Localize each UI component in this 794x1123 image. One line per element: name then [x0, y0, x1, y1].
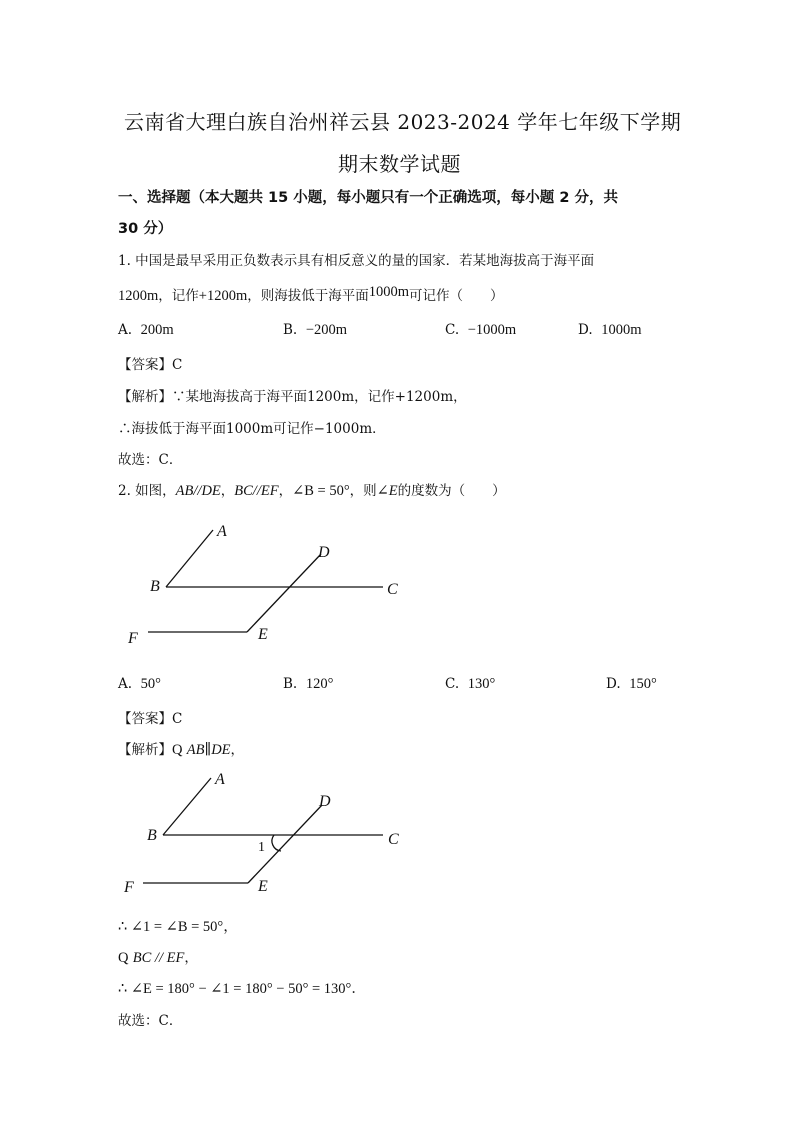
segment-ba [166, 530, 213, 587]
q1-answer-tag: 【答案】 [118, 357, 172, 373]
q2-answer-value: C [172, 711, 183, 727]
q1-option-d-label: D. [578, 322, 593, 338]
q1-option-a-label: A. [118, 322, 133, 338]
q1-option-b [283, 322, 347, 339]
q2-option-a [118, 676, 161, 693]
label-b: B [150, 578, 160, 595]
q1-conclusion: 故选：C． [118, 452, 183, 468]
q2-answer [118, 707, 182, 727]
label-b-2: B [147, 827, 157, 844]
section-heading-line2: 30 分） [118, 221, 173, 237]
q2-analysis-tag: 【解析】 [118, 742, 172, 758]
q1-option-c-label: C. [445, 322, 460, 338]
section-heading-line1: 一、选择题（本大题共 15 小题，每小题只有一个正确选项，每小题 2 分，共 [118, 190, 618, 206]
q2-step2-comma: ， [184, 950, 198, 966]
q1-analysis-tag: 【解析】 [118, 389, 172, 405]
label-angle-1: 1 [258, 840, 265, 855]
q2-option-b [283, 676, 333, 693]
q2-separator-1: ， [220, 483, 235, 499]
q2-step2-bc-ef: BC // EF [132, 950, 185, 966]
q2-stem-suffix: 的度数为（ ） [397, 483, 506, 499]
page-title-line2: 期末数学试题 [338, 152, 461, 176]
label-c: C [387, 581, 398, 598]
q1-option-c-value: −1000m [467, 322, 517, 338]
q2-option-c-label: C. [445, 676, 460, 692]
segment-ed [247, 554, 321, 632]
q1-option-d [578, 322, 642, 339]
label-a-2: A [215, 771, 225, 788]
q2-step1: ∴ ∠1 = ∠B = 50°， [118, 919, 238, 935]
q2-answer-tag: 【答案】 [118, 711, 172, 727]
q1-option-c [445, 322, 516, 339]
q1-stem-line2 [118, 284, 504, 305]
label-f: F [128, 630, 138, 647]
label-e-2: E [258, 878, 268, 895]
q2-step2 [118, 946, 198, 967]
q2-step2-because-symbol: Q [118, 950, 129, 966]
q1-option-b-value: −200m [305, 322, 348, 338]
label-c-2: C [388, 831, 399, 848]
q1-analysis-text1: ∵某地海拔高于海平面1200m，记作+1200m， [172, 389, 467, 405]
q1-option-a [118, 322, 174, 339]
label-d: D [318, 544, 330, 561]
q1-answer [118, 353, 182, 373]
q2-analysis-figure [118, 765, 418, 895]
q1-stem-line1: 1. 中国是最早采用正负数表示具有相反意义的量的国家．若某地海拔高于海平面 [118, 253, 595, 269]
q1-stem-text-f: 可记作（ ） [409, 288, 504, 304]
q2-option-a-value: 50° [140, 676, 161, 692]
q2-option-b-label: B. [283, 676, 298, 692]
label-a: A [217, 523, 227, 540]
segment-ba-2 [163, 778, 211, 835]
q2-target-angle: ∠E [376, 483, 398, 499]
q1-option-b-label: B. [283, 322, 298, 338]
q2-analysis-because-symbol: Q [172, 742, 183, 758]
q2-option-c-value: 130° [467, 676, 496, 692]
q1-value-1000: 1000m [368, 284, 410, 300]
q1-option-d-value: 1000m [601, 322, 642, 338]
q2-figure [118, 512, 418, 662]
q1-analysis-line2: ∴海拔低于海平面1000m可记作−1000m． [118, 421, 386, 437]
q2-stem-prefix: 2. 如图， [118, 483, 176, 499]
page-title-line1: 云南省大理白族自治州祥云县 2023-2024 学年七年级下学期 [124, 110, 682, 134]
q1-stem-text-b: ，记作 [158, 288, 199, 304]
q2-option-a-label: A. [118, 676, 133, 692]
q2-condition-bc-ef: BC//EF [234, 483, 279, 499]
q1-option-a-value: 200m [140, 322, 174, 338]
q2-analysis-line1 [118, 738, 244, 759]
angle-1-arc [272, 835, 281, 851]
q1-answer-value: C [172, 357, 183, 373]
q2-stem-mid: ，则 [349, 483, 377, 499]
q1-value-plus1200: +1200m [198, 288, 248, 304]
q2-separator-2: ， [278, 483, 293, 499]
q1-analysis-line1 [118, 385, 467, 405]
label-e: E [258, 626, 268, 643]
q2-analysis-comma: ， [230, 742, 245, 758]
q2-step3: ∴ ∠E = 180° − ∠1 = 180° − 50° = 130°． [118, 981, 366, 997]
q2-conclusion: 故选：C． [118, 1013, 183, 1029]
q2-condition-angle-b: ∠B = 50° [292, 483, 350, 499]
q2-option-d [606, 676, 657, 693]
q2-option-b-value: 120° [305, 676, 334, 692]
label-d-2: D [319, 793, 331, 810]
q2-option-d-value: 150° [629, 676, 657, 692]
q2-stem [118, 479, 506, 500]
q1-value-1200: 1200m [118, 288, 159, 304]
q2-option-c [445, 676, 495, 693]
q2-analysis-ab-de: AB∥DE [186, 742, 231, 758]
q2-option-d-label: D. [606, 676, 621, 692]
q1-stem-text-d: ，则海拔低于海平面 [247, 288, 369, 304]
label-f-2: F [124, 879, 134, 895]
q2-condition-ab-de: AB//DE [175, 483, 221, 499]
